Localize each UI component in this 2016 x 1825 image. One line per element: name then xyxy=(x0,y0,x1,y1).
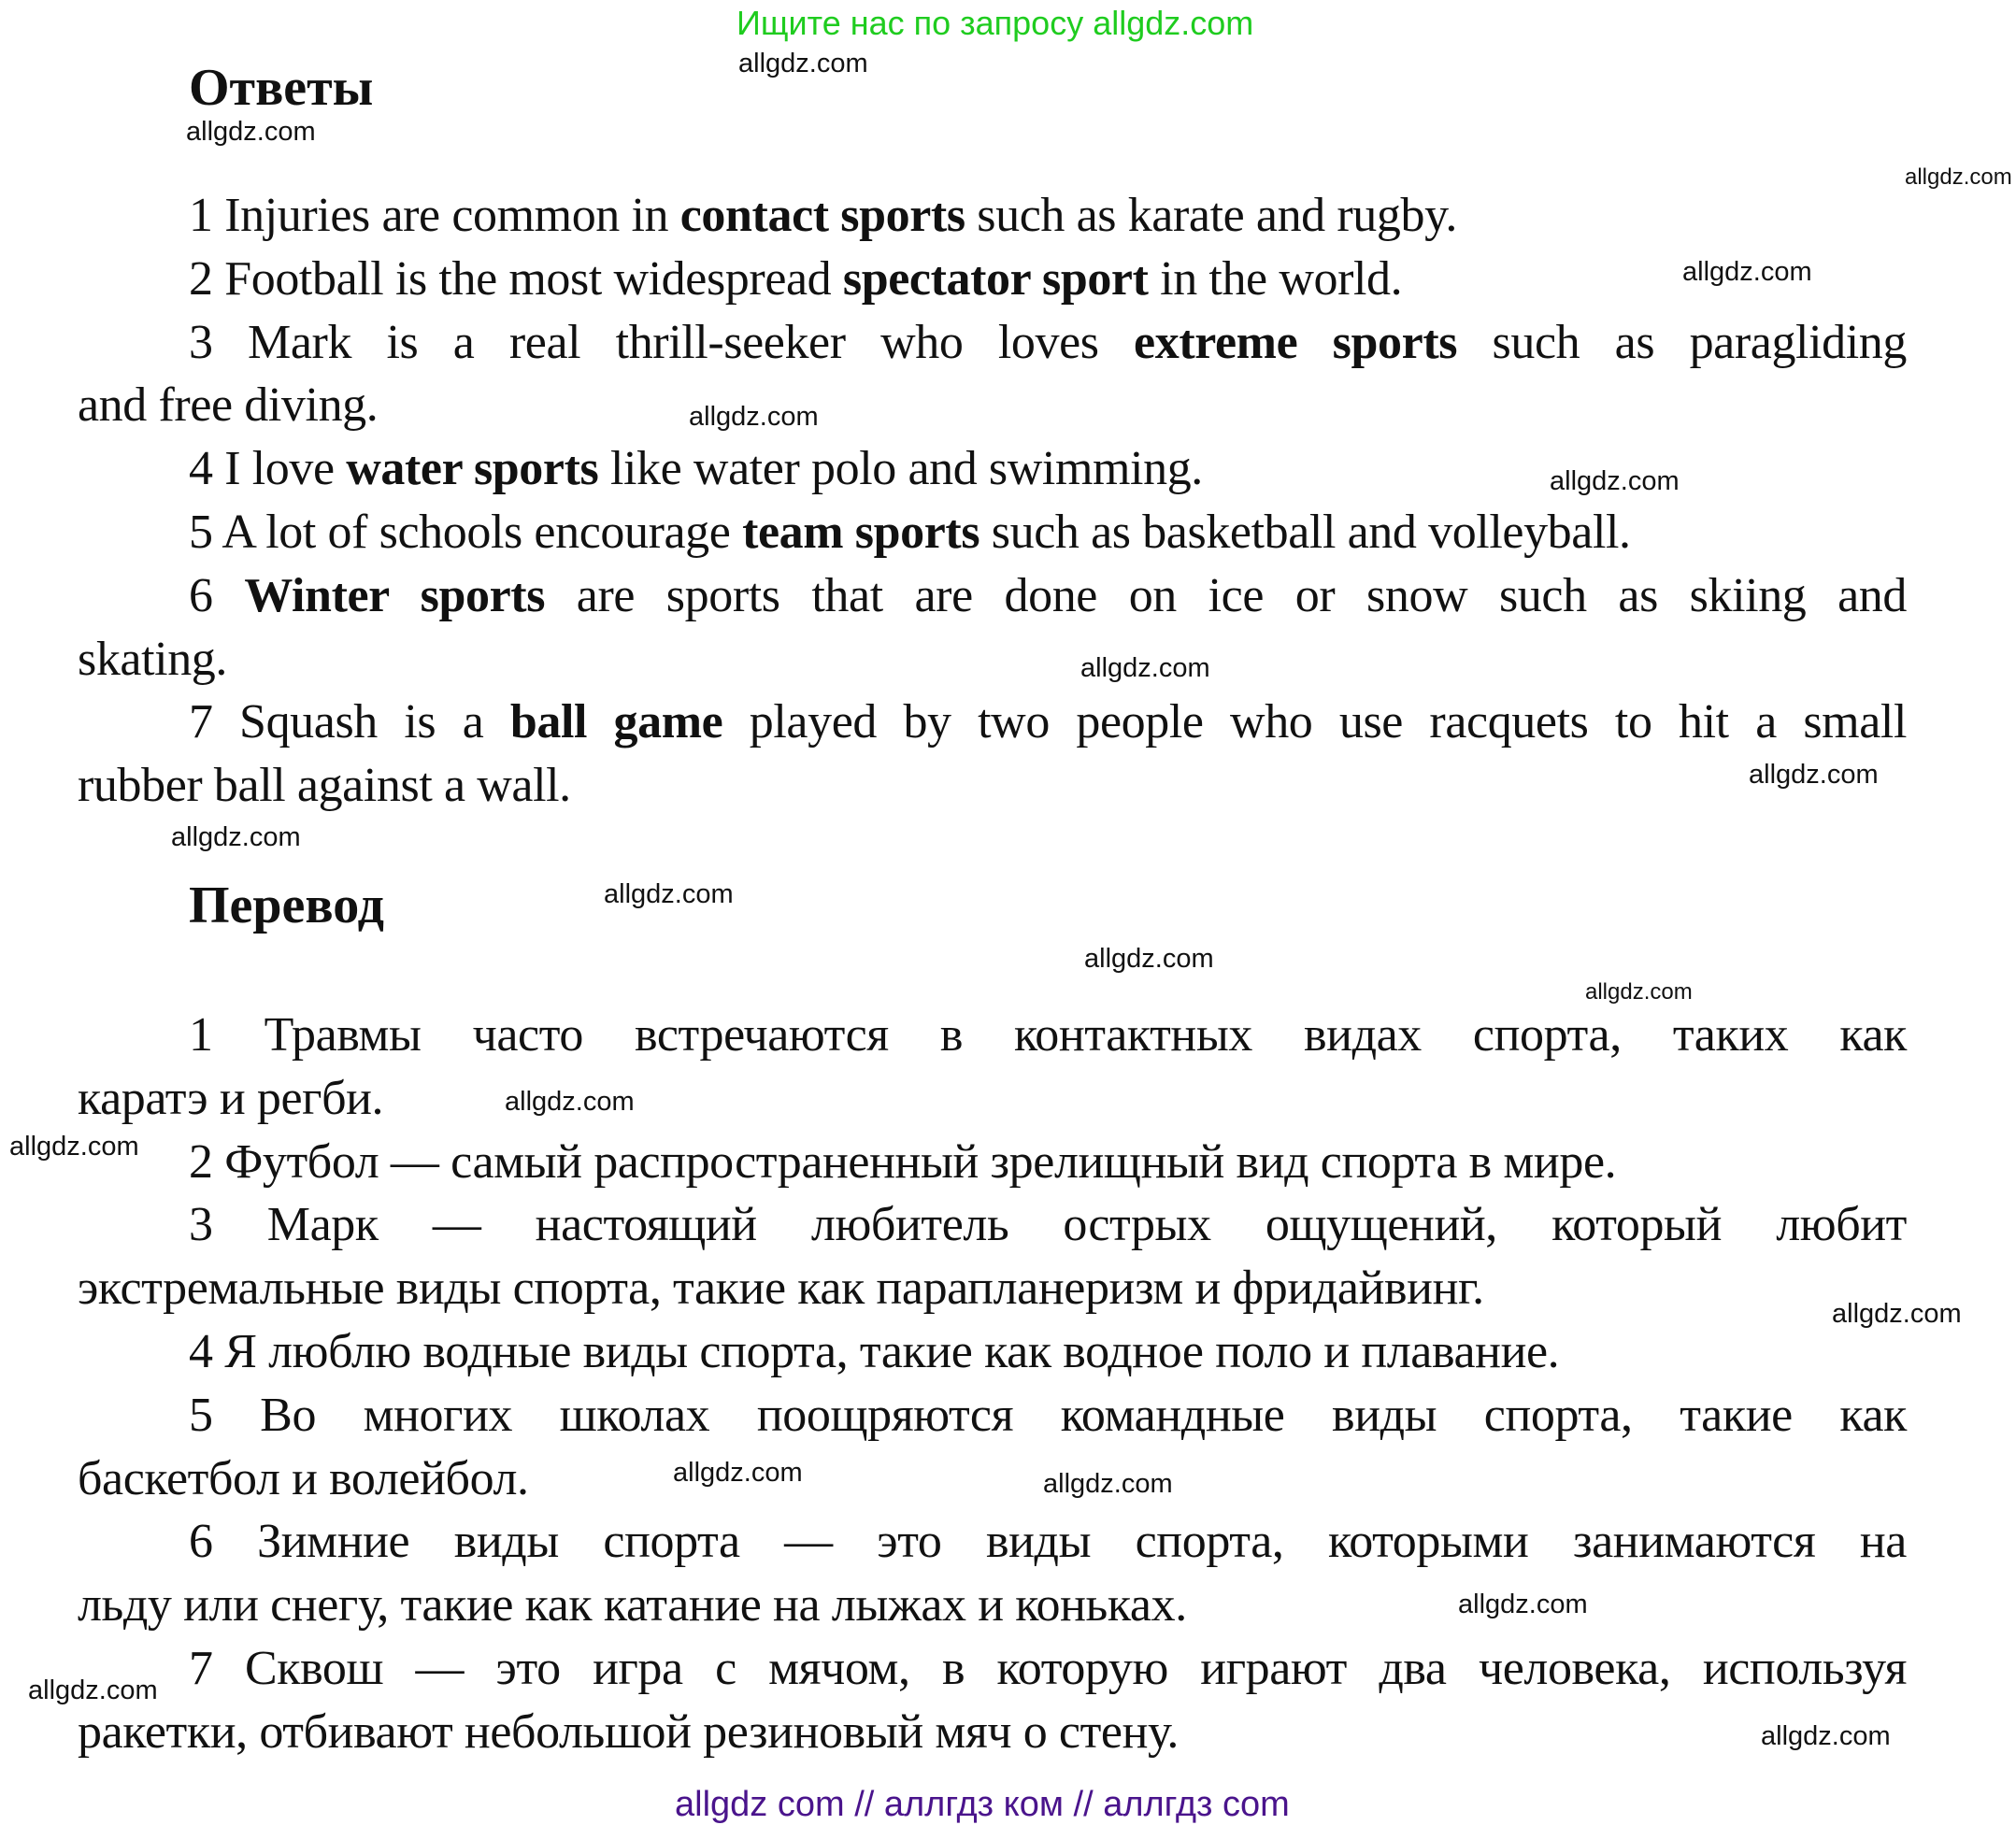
translation-item-5-line xyxy=(78,1384,1907,1447)
watermark: allgdz.com xyxy=(1550,466,1680,496)
watermark: allgdz.com xyxy=(1832,1299,1962,1329)
sentence-text: skating. xyxy=(78,632,228,686)
answers-item-7-line xyxy=(78,754,1907,818)
sentence-text: and free diving. xyxy=(78,378,379,433)
watermark: allgdz.com xyxy=(689,402,819,432)
sentence-text: 2 Футбол — самый распространенный зрелищный вид спорта в мире. xyxy=(189,1134,1617,1189)
key-term: contact sports xyxy=(679,189,965,242)
watermark: allgdz.com xyxy=(1585,979,1693,1005)
key-term: ball game xyxy=(509,695,723,749)
watermark: allgdz.com xyxy=(1761,1721,1891,1751)
sentence-text: 1 Травмы часто встречаются в контактных видах спорта, таких как xyxy=(189,1008,1907,1062)
key-term: water sports xyxy=(346,442,599,496)
key-term: extreme sports xyxy=(1134,315,1458,369)
translation-item-1-line xyxy=(78,1004,1907,1067)
sentence-text: are sports that are done on ice or snow such as skiing and xyxy=(545,568,1908,622)
answers-item-5-line xyxy=(78,501,1907,564)
answers-item-2-line xyxy=(78,248,1907,311)
sentence-text: 3 Mark is a real thrill-seeker who loves xyxy=(189,315,1135,369)
sentence-text: 5 A lot of schools encourage xyxy=(189,505,743,559)
answers-item-3-line xyxy=(78,311,1907,375)
sentence-text: 3 Марк — настоящий любитель острых ощущений, который любит xyxy=(189,1198,1907,1252)
key-term: spectator sport xyxy=(842,251,1149,306)
watermark: allgdz.com xyxy=(1905,164,2012,190)
watermark: allgdz.com xyxy=(28,1675,158,1705)
watermark: allgdz.com xyxy=(1749,760,1879,790)
translation-item-1-line xyxy=(78,1067,1907,1131)
sentence-text: 7 Squash is a xyxy=(189,695,510,749)
key-term: Winter sports xyxy=(244,568,546,622)
sentence-text: 7 Сквош — это игра с мячом, в которую играют два человека, используя xyxy=(189,1641,1907,1695)
sentence-text: such as paragliding xyxy=(1457,315,1908,369)
answers-heading: Ответы xyxy=(189,59,374,117)
sentence-text: rubber ball against a wall. xyxy=(78,759,571,813)
answers-item-1-line xyxy=(78,184,1907,248)
translation-item-7-line xyxy=(78,1701,1907,1764)
sentence-text: 2 Football is the most widespread xyxy=(189,251,843,306)
watermark: allgdz.com xyxy=(673,1458,803,1488)
sentence-text: 5 Во многих школах поощряются командные виды спорта, такие как xyxy=(189,1388,1907,1442)
answers-item-6-line xyxy=(78,628,1907,692)
watermark: allgdz.com xyxy=(1080,653,1210,683)
sentence-text: 1 Injuries are common in xyxy=(189,189,680,242)
translation-item-4-line xyxy=(78,1320,1907,1384)
key-term: team sports xyxy=(742,505,980,559)
sentence-text: баскетбол и волейбол. xyxy=(78,1451,529,1505)
sentence-text: экстремальные виды спорта, такие как парапланеризм и фридайвинг. xyxy=(78,1262,1484,1316)
watermark: allgdz.com xyxy=(505,1087,635,1117)
sentence-text: played by two people who use racquets to hit a small xyxy=(722,695,1907,749)
promo-banner-bottom: allgdz com // аллгдз ком // аллгдз com xyxy=(675,1785,1290,1824)
sentence-text: 6 xyxy=(189,568,245,622)
sentence-text: ракетки, отбивают небольшой резиновый мяч о стену. xyxy=(78,1704,1180,1759)
translation-item-6-line xyxy=(78,1574,1907,1637)
watermark: allgdz.com xyxy=(171,822,301,852)
translation-list xyxy=(78,1004,1907,1764)
sentence-text: like water polo and swimming. xyxy=(598,442,1203,496)
watermark: allgdz.com xyxy=(1458,1590,1588,1619)
watermark: allgdz.com xyxy=(186,117,316,147)
sentence-text: such as karate and rugby. xyxy=(965,189,1457,242)
sentence-text: in the world. xyxy=(1148,251,1403,306)
sentence-text: 4 Я люблю водные виды спорта, такие как водное поло и плавание. xyxy=(189,1324,1560,1378)
sentence-text: льду или снегу, такие как катание на лыжах и коньках. xyxy=(78,1578,1187,1633)
translation-item-6-line xyxy=(78,1510,1907,1574)
sentence-text: каратэ и регби. xyxy=(78,1071,384,1125)
promo-banner-top: Ищите нас по запросу allgdz.com xyxy=(736,4,1254,42)
answers-list xyxy=(78,184,1907,818)
translation-item-3-line xyxy=(78,1257,1907,1320)
translation-item-5-line xyxy=(78,1447,1907,1511)
watermark: allgdz.com xyxy=(1084,944,1214,974)
answers-item-6-line xyxy=(78,564,1907,628)
translation-item-3-line xyxy=(78,1193,1907,1257)
watermark: allgdz.com xyxy=(738,49,868,78)
watermark: allgdz.com xyxy=(1682,257,1812,287)
sentence-text: such as basketball and volleyball. xyxy=(979,505,1631,559)
watermark: allgdz.com xyxy=(9,1132,139,1162)
sentence-text: 4 I love xyxy=(189,442,347,496)
watermark: allgdz.com xyxy=(604,879,734,909)
answers-item-3-line xyxy=(78,374,1907,437)
translation-item-2-line xyxy=(78,1131,1907,1194)
watermark: allgdz.com xyxy=(1043,1469,1173,1499)
translation-item-7-line xyxy=(78,1637,1907,1701)
translation-heading: Перевод xyxy=(189,877,384,934)
sentence-text: 6 Зимние виды спорта — это виды спорта, которыми занимаются на xyxy=(189,1515,1907,1569)
answers-item-7-line xyxy=(78,691,1907,754)
